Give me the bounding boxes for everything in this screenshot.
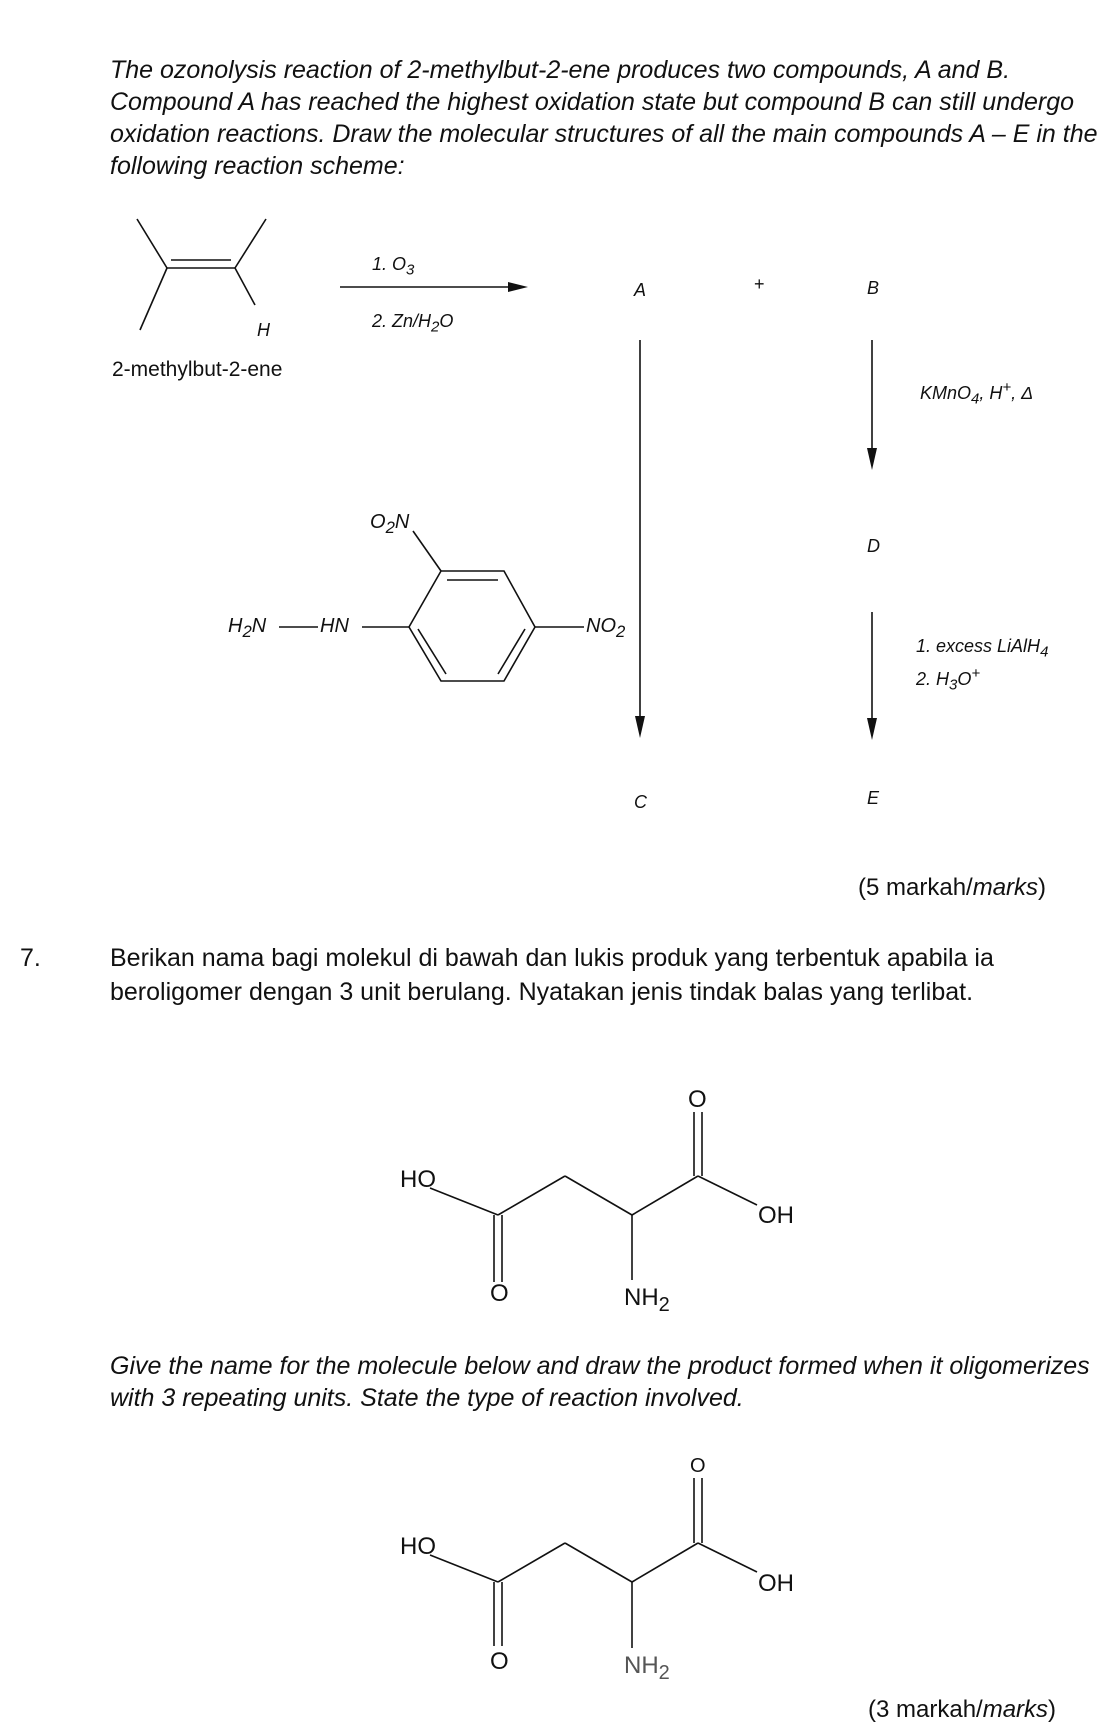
dnph-no2-text: NO — [586, 615, 616, 637]
mol2-ho: HO — [400, 1533, 436, 1560]
label-e: E — [867, 788, 880, 808]
ozonolysis-arrow — [340, 282, 528, 292]
reagent-ozone-sub: 3 — [406, 261, 415, 279]
reagent-zinc-water — [372, 311, 453, 338]
lialh4-step2-tail: O — [957, 669, 972, 689]
kmno4-conditions — [920, 378, 1033, 410]
mol1-o-bottom: O — [490, 1280, 509, 1307]
kmno4-sub: 4 — [971, 390, 980, 408]
q6-marks-close: ) — [1038, 874, 1047, 901]
q7-english-text: Give the name for the molecule below and draw the product formed when it oligomerizes with 3 repeating units. State the type of reaction involved. — [110, 1352, 1090, 1412]
q6-marks — [858, 874, 1046, 902]
arrow-to-c — [635, 340, 645, 738]
dnph-hn: HN — [320, 615, 349, 637]
lialh4-step2 — [916, 664, 980, 696]
mol1-oh: OH — [758, 1202, 794, 1229]
arrow-d-to-e — [867, 612, 877, 740]
dnph-o2n — [370, 512, 409, 538]
label-d: D — [867, 536, 880, 556]
reagent-zinc-text: 2. Zn/H — [372, 311, 432, 331]
plus-sign: + — [754, 274, 765, 294]
dnph-h2n-text: H — [228, 615, 243, 637]
lialh4-step2-text: 2. H — [916, 669, 950, 689]
q7-malay-text: Berikan nama bagi molekul di bawah dan lukis produk yang terbentuk apabila ia beroligomer dengan 3 unit berulang. Nyatakan jenis tindak balas yang terlibat. — [110, 944, 994, 1006]
q6-intro: The ozonolysis reaction of 2-methylbut-2-ene produces two compounds, A and B. Compound A has reached the highest oxidation state but compound B can still undergo oxidation reactions. Draw the molecular structures of all the main compounds A – E in the following reaction scheme: — [110, 56, 1098, 180]
mol2-nh-text: NH — [624, 1652, 659, 1679]
mol1-nh-sub: 2 — [658, 1293, 670, 1316]
q6-marks-text: (5 markah/ — [858, 874, 973, 901]
q7-marks-close: ) — [1048, 1696, 1057, 1723]
mol1-nh2 — [624, 1284, 670, 1317]
label-c: C — [634, 792, 647, 812]
mol2-oh: OH — [758, 1570, 794, 1597]
label-b: B — [867, 278, 880, 298]
q7-number: 7. — [20, 944, 41, 972]
q7-marks-text: (3 markah/ — [868, 1696, 983, 1723]
dnph-no2 — [586, 616, 625, 642]
kmno4-delta: , Δ — [1011, 383, 1034, 403]
mol2-o-bottom: O — [490, 1648, 509, 1675]
dnph-h2n — [228, 616, 266, 642]
mol2-nh-sub: 2 — [658, 1661, 670, 1684]
label-a: A — [634, 280, 647, 300]
reagent-zinc-sub: 2 — [431, 318, 440, 336]
lialh4-step1-sub: 4 — [1040, 643, 1049, 661]
dnph-h2n-sub: 2 — [242, 622, 252, 641]
dnph-benzene-ring — [279, 531, 584, 681]
lialh4-step2-sup: + — [971, 665, 981, 682]
reagent-ozone — [372, 254, 414, 281]
lialh4-step2-sub: 3 — [949, 676, 958, 694]
q7-marks-italic: marks — [982, 1696, 1049, 1723]
mol1-ho: HO — [400, 1166, 436, 1193]
reactant-h-label: H — [257, 320, 270, 340]
kmno4-tail: , H — [979, 383, 1003, 403]
q6-marks-italic: marks — [972, 874, 1039, 901]
aspartic-acid-skeleton-2 — [430, 1478, 757, 1648]
reactant-name: 2-methylbut-2-ene — [112, 358, 283, 381]
dnph-o2n-sub: 2 — [385, 518, 395, 537]
reagent-ozone-text: 1. O — [372, 254, 407, 274]
dnph-o2n-tail: N — [394, 511, 410, 533]
mol2-nh2 — [624, 1652, 670, 1685]
lialh4-step1 — [916, 636, 1048, 663]
kmno4-text: KMnO — [920, 383, 972, 403]
dnph-no2-sub: 2 — [616, 622, 626, 641]
reagent-zinc-tail: O — [439, 311, 454, 331]
mol2-o-top: O — [690, 1455, 706, 1477]
aspartic-acid-skeleton-1 — [430, 1112, 757, 1282]
mol1-nh-text: NH — [624, 1284, 659, 1311]
q7-marks — [868, 1696, 1056, 1724]
kmno4-sup: + — [1002, 379, 1012, 396]
lialh4-step1-text: 1. excess LiAlH — [916, 636, 1041, 656]
dnph-h2n-tail: N — [251, 615, 267, 637]
mol1-o-top: O — [688, 1086, 707, 1113]
arrow-b-to-d — [867, 340, 877, 470]
dnph-o2n-text: O — [370, 511, 386, 533]
methylbutene-skeleton — [137, 219, 266, 330]
